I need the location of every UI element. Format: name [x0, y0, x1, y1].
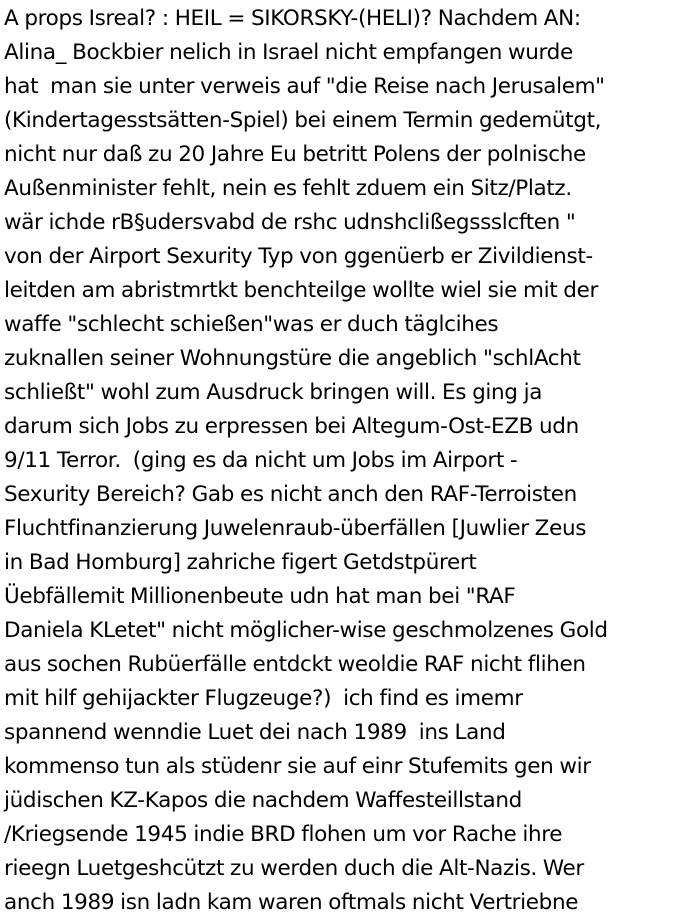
text-line: von der Airport Sexurity Typ von ggenüerb er Zivildienst- — [4, 244, 593, 269]
text-line: Außenminister fehlt, nein es fehlt zduem ein Sitz/Platz. — [4, 176, 572, 201]
text-line: schließt" wohl zum Ausdruck bringen will. Es ging ja — [4, 380, 543, 405]
text-line: nicht nur daß zu 20 Jahre Eu betritt Polens der polnische — [4, 142, 586, 167]
text-line: mit hilf gehijackter Flugzeuge?) ich find es imemr — [4, 686, 523, 711]
text-line: anch 1989 isn ladn kam waren oftmals nicht Vertriebne — [4, 890, 579, 915]
text-line: waffe "schlecht schießen"was er duch täglcihes — [4, 312, 499, 337]
text-line: hat man sie unter verweis auf "die Reise nach Jerusalem" — [4, 74, 605, 99]
text-line: Sexurity Bereich? Gab es nicht anch den RAF-Terroisten — [4, 482, 577, 507]
text-line: A props Isreal? : HEIL = SIKORSKY-(HELI)? Nachdem AN: — [4, 6, 581, 31]
text-line: aus sochen Rubüerfälle entdckt weoldie RAF nicht flihen — [4, 652, 586, 677]
text-line: jüdischen KZ-Kapos die nachdem Waffesteillstand — [4, 788, 522, 813]
text-line: zuknallen seiner Wohnungstüre die angeblich "schlAcht — [4, 346, 581, 371]
text-line: /Kriegsende 1945 indie BRD flohen um vor Rache ihre — [4, 822, 563, 847]
text-line: Daniela KLetet" nicht möglicher-wise geschmolzenes Gold — [4, 618, 608, 643]
document-text — [4, 2, 684, 920]
text-line: (Kindertagesstsätten-Spiel) bei einem Termin gedemütgt, — [4, 108, 602, 133]
text-line: Alina_ Bockbier nelich in Israel nicht empfangen wurde — [4, 40, 573, 65]
text-line: leitden am abristmrtkt benchteilge wollte wiel sie mit der — [4, 278, 598, 303]
text-line: in Bad Homburg] zahriche figert Getdstpürert — [4, 550, 477, 575]
text-line: darum sich Jobs zu erpressen bei Altegum-Ost-EZB udn — [4, 414, 579, 439]
text-line: rieegn Luetgeshcützt zu werden duch die Alt-Nazis. Wer — [4, 856, 584, 881]
text-line: 9/11 Terror. (ging es da nicht um Jobs im Airport - — [4, 448, 518, 473]
text-line: kommenso tun als stüdenr sie auf einr Stufemits gen wir — [4, 754, 591, 779]
text-line: spannend wenndie Luet dei nach 1989 ins Land — [4, 720, 506, 745]
text-line: Fluchtfinanzierung Juwelenraub-überfällen [Juwlier Zeus — [4, 516, 587, 541]
text-line: wär ichde rB§udersvabd de rshc udnshclißegssslcften " — [4, 210, 576, 235]
text-line: Üebfällemit Millionenbeute udn hat man bei "RAF — [4, 584, 516, 609]
